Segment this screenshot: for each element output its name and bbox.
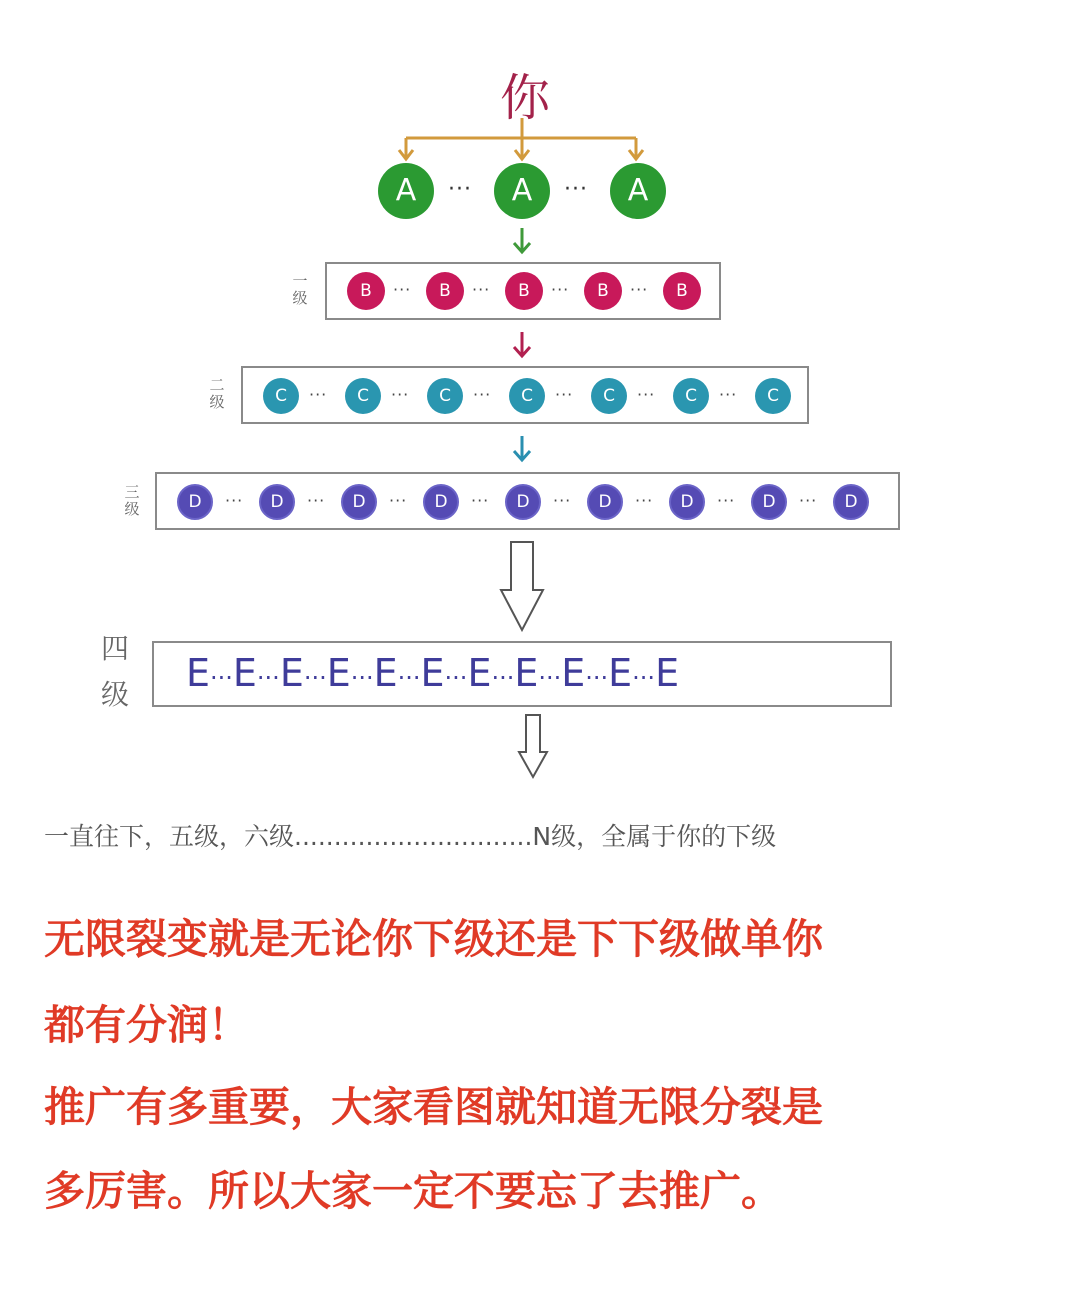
level-label-2-unit: 级 [209, 393, 225, 411]
node-d: D [259, 484, 295, 520]
ellipsis-dots: ··· [630, 280, 649, 299]
ellipsis-dots: ··· [632, 664, 656, 692]
node-c: C [591, 378, 627, 414]
node-e: E [186, 651, 211, 695]
root-node-you: 你 [500, 69, 550, 127]
node-c: C [509, 378, 545, 414]
ellipsis-dots: ··· [491, 664, 515, 692]
level-label-4-num: 四 [100, 632, 129, 665]
node-b: B [426, 272, 464, 310]
node-a: A [494, 163, 550, 219]
ellipsis-dots: ··· [350, 664, 374, 692]
message-line-1: 无限裂变就是无论你下级还是下下级做单你 [44, 915, 823, 963]
node-d: D [587, 484, 623, 520]
node-e: E [326, 651, 351, 695]
node-e: E [467, 651, 492, 695]
ellipsis-dots: ··· [635, 491, 654, 510]
node-b: B [347, 272, 385, 310]
ellipsis-dots: ··· [448, 177, 472, 202]
hollow-arrow-d-to-e [501, 542, 543, 630]
node-c: C [673, 378, 709, 414]
ellipsis-dots: ··· [397, 664, 421, 692]
ellipsis-dots: ··· [799, 491, 818, 510]
ellipsis-dots: ··· [303, 664, 327, 692]
node-d: D [423, 484, 459, 520]
level-label-4-unit: 级 [100, 678, 129, 711]
node-c: C [427, 378, 463, 414]
ellipsis-dots: ··· [551, 280, 570, 299]
tier-e [186, 648, 679, 703]
node-d: D [341, 484, 377, 520]
node-e: E [279, 651, 304, 695]
ellipsis-dots: ··· [444, 664, 468, 692]
ellipsis-dots: ··· [538, 664, 562, 692]
node-b: B [663, 272, 701, 310]
arrow-c-to-d [514, 436, 530, 460]
node-d: D [751, 484, 787, 520]
node-e: E [608, 651, 633, 695]
node-e: E [514, 651, 539, 695]
node-d: D [833, 484, 869, 520]
node-b: B [505, 272, 543, 310]
node-e: E [232, 651, 257, 695]
arrow-b-to-c [514, 332, 530, 356]
ellipsis-dots: ··· [473, 385, 492, 404]
ellipsis-dots: ··· [717, 491, 736, 510]
ellipsis-dots: ··· [391, 385, 410, 404]
level-label-1 [288, 273, 312, 307]
node-d: D [505, 484, 541, 520]
message-line-3: 推广有多重要，大家看图就知道无限分裂是 [44, 1083, 823, 1131]
node-e: E [420, 651, 445, 695]
ellipsis-dots: ··· [719, 385, 738, 404]
ellipsis-dots: ··· [555, 385, 574, 404]
hollow-arrow-e-to-next [519, 715, 547, 777]
ellipsis-dots: ··· [393, 280, 412, 299]
ellipsis-dots: ··· [389, 491, 408, 510]
ellipsis-dots: ··· [307, 491, 326, 510]
caption: 一直往下，五级，六级..............................N级，全属于你的下级 [44, 822, 777, 851]
ellipsis-dots: ··· [564, 177, 588, 202]
ellipsis-dots: ··· [210, 664, 233, 692]
ellipsis-dots: ··· [225, 491, 244, 510]
node-c: C [263, 378, 299, 414]
level-label-3-num: 三 [124, 483, 140, 501]
ellipsis-dots: ··· [256, 664, 280, 692]
node-e: E [561, 651, 586, 695]
node-e: E [655, 651, 680, 695]
level-label-3-unit: 级 [124, 500, 140, 518]
message-line-2: 都有分润！ [44, 1001, 249, 1049]
node-b: B [584, 272, 622, 310]
node-a: A [378, 163, 434, 219]
ellipsis-dots: ··· [472, 280, 491, 299]
ellipsis-dots: ··· [637, 385, 656, 404]
node-a: A [610, 163, 666, 219]
arrow-a-to-b [514, 228, 530, 252]
node-c: C [755, 378, 791, 414]
ellipsis-dots: ··· [585, 664, 609, 692]
node-e: E [373, 651, 398, 695]
node-c: C [345, 378, 381, 414]
node-d: D [669, 484, 705, 520]
level-label-1-unit: 级 [292, 289, 308, 307]
ellipsis-dots: ··· [471, 491, 490, 510]
ellipsis-dots: ··· [309, 385, 328, 404]
level-label-2 [205, 377, 229, 411]
level-label-2-num: 二 [209, 376, 225, 394]
ellipsis-dots: ··· [553, 491, 572, 510]
level-label-1-num: 一 [292, 272, 308, 290]
level-label-4 [95, 626, 135, 718]
node-d: D [177, 484, 213, 520]
level-label-3 [120, 484, 144, 518]
message-line-4: 多厉害。所以大家一定不要忘了去推广。 [44, 1167, 782, 1215]
